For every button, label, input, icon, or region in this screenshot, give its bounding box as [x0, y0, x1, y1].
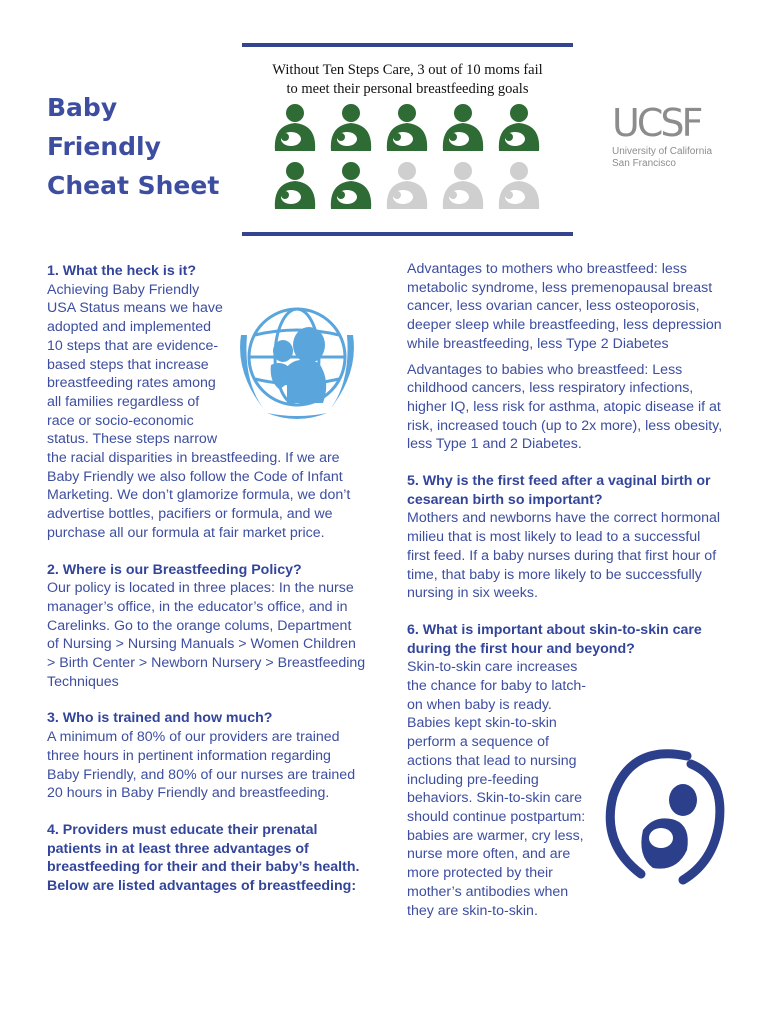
section-6-body: Skin-to-skin care increases the chance for baby to latch-on when baby is ready. Babies kept skin-to-skin perform a sequence of actions that lead to nursing including pre-feeding behaviors. Skin-to-skin care should continue postpartum: babies are warmer, cry less, nurse more often, and are more protected by their mother’s antibodies when they are skin-to-skin. — [407, 659, 587, 919]
title-line: Baby — [47, 93, 118, 122]
mother-baby-icon — [443, 104, 483, 151]
section-3-body: A minimum of 80% of our providers are trained three hours in pertinent information regarding Baby Friendly, and 80% of our nurses are trained 20 hours in Baby Friendly and breastfeeding. — [47, 729, 356, 802]
ucsf-logo — [612, 100, 742, 170]
section-6-heading: 6. What is important about skin-to-skin care during the first hour and beyond? — [407, 621, 702, 657]
section-2-heading: 2. Where is our Breastfeeding Policy? — [47, 561, 302, 578]
ucsf-subtitle-line2: San Francisco — [612, 158, 676, 169]
baby-advantages: Advantages to babies who breastfeed: Less childhood cancers, less respiratory infections, higher IQ, less risk for asthma, atopic disease if at risk, increased touch (up to 2x more), less obesity, less Type 1 and 2 Diabetes. — [407, 361, 723, 453]
mother-baby-icon — [443, 162, 483, 209]
page-title — [47, 88, 247, 205]
caption-line: Without Ten Steps Care, 3 out of 10 moms fail — [272, 62, 543, 78]
section-3-heading: 3. Who is trained and how much? — [47, 710, 273, 727]
ucsf-wordmark: UCSF — [612, 101, 701, 145]
section-1-body: Achieving Baby Friendly USA Status means we have adopted and implemented 10 steps that are evidence-based steps that increase breastfeeding rates among all families regardless of race or socio-economic status. These steps narrow the racial disparities in breastfeeding. If we are Baby Friendly we also follow the Code of Infant Marketing. We don’t glamorize formula, we don’t advertise bottles, pacifiers or formula, and we purchase all our formula at fair market price. — [47, 281, 351, 541]
title-line: Cheat Sheet — [47, 171, 220, 200]
mother-baby-icon — [331, 162, 371, 209]
mother-baby-icon — [591, 734, 741, 894]
breastfeeding-goals-infographic — [242, 43, 573, 237]
mother-advantages: Advantages to mothers who breastfeed: less metabolic syndrome, less premenopausal breast cancer, less ovarian cancer, less osteoporosis, deeper sleep while breastfeeding, less depression while breastfeeding, less Type 2 Diabetes — [407, 261, 722, 352]
section-1-heading: 1. What the heck is it? — [47, 263, 196, 279]
mother-baby-icon — [387, 162, 427, 209]
ucsf-subtitle-line1: University of California — [612, 146, 713, 157]
mother-baby-icon-grid — [242, 101, 573, 227]
section-5-body: Mothers and newborns have the correct hormonal milieu that is most likely to lead to a successful first feed. If a baby nurses during that first hour of time, that baby is more likely to be successfully nursing in six weeks. — [407, 510, 721, 602]
infographic-top-rule — [242, 43, 573, 47]
mother-baby-icon — [499, 104, 539, 151]
mother-baby-icon — [499, 162, 539, 209]
unicef-emblem-icon — [227, 285, 367, 435]
section-4-heading: 4. Providers must educate their prenatal patients in at least three advantages of breastfeeding for their and their baby’s health. Below are listed advantages of breastfeeding: — [47, 821, 360, 895]
infographic-bottom-rule — [242, 232, 573, 236]
section-5-heading: 5. Why is the first feed after a vaginal birth or cesarean birth so important? — [407, 473, 711, 508]
caption-line: to meet their personal breastfeeding goals — [286, 81, 529, 97]
left-column — [47, 262, 367, 896]
title-line: Friendly — [47, 132, 161, 161]
mother-baby-icon — [275, 104, 315, 151]
mother-baby-icon — [275, 162, 315, 209]
right-column — [407, 260, 727, 920]
infographic-caption — [242, 61, 573, 99]
mother-baby-icon — [331, 104, 371, 151]
mother-baby-icon — [387, 104, 427, 151]
section-2-body: Our policy is located in three places: In the nurse manager’s office, in the educator’s office, and in Carelinks. Go to the orange colums, Department of Nursing > Nursing Manuals > Women Children > Birth Center > Newborn Nursery > Breastfeeding Techniques — [47, 580, 366, 690]
